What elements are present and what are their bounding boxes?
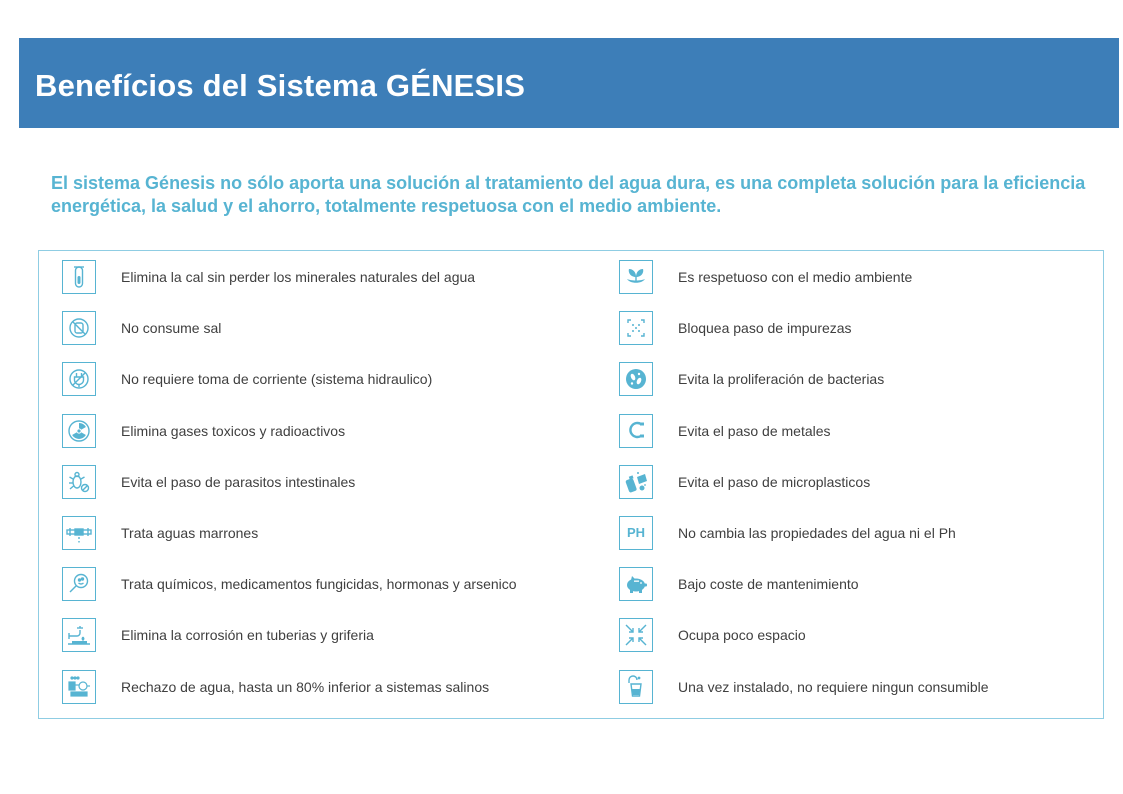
benefit-label: No consume sal <box>121 320 222 337</box>
pipe-icon <box>62 516 96 550</box>
benefit-label: Evita el paso de metales <box>678 422 831 439</box>
benefit-label: Elimina la cal sin perder los minerales naturales del agua <box>121 269 476 285</box>
benefit-label: Bajo coste de mantenimiento <box>678 576 859 593</box>
faucet-icon <box>62 618 96 652</box>
no-salt-icon <box>62 311 96 345</box>
benefit-label: Es respetuoso con el medio ambiente <box>678 269 913 285</box>
water-machine-icon <box>62 670 96 704</box>
benefit-label: No requiere toma de corriente (sistema hidraulico) <box>121 371 433 388</box>
parasite-icon <box>62 465 96 499</box>
cup-icon <box>619 670 653 704</box>
microplastics-icon <box>619 465 653 499</box>
plant-icon <box>619 260 653 294</box>
benefit-label: Trata aguas marrones <box>121 524 259 541</box>
bacteria-icon <box>619 362 653 396</box>
benefit-label: Ocupa poco espacio <box>678 627 806 644</box>
magnifier-icon <box>62 567 96 601</box>
benefit-label: Trata químicos, medicamentos fungicidas, hormonas y arsenico <box>121 576 517 593</box>
benefit-label: Evita el paso de parasitos intestinales <box>121 473 356 490</box>
compact-arrows-icon <box>619 618 653 652</box>
radiation-icon <box>62 414 96 448</box>
benefit-label: Elimina gases toxicos y radioactivos <box>121 422 346 439</box>
benefit-label: No cambia las propiedades del agua ni el Ph <box>678 524 956 541</box>
benefit-label: Rechazo de agua, hasta un 80% inferior a sistemas salinos <box>121 678 490 695</box>
no-plug-icon <box>62 362 96 396</box>
benefit-label: Bloquea paso de impurezas <box>678 320 852 337</box>
magnet-icon <box>619 414 653 448</box>
ph-icon <box>619 516 653 550</box>
intro-text: El sistema Génesis no sólo aporta una solución al tratamiento del agua dura, es una completa solución para la eficiencia energética, la salud y el ahorro, totalmente respetuosa con el medio ambiente. <box>51 173 1086 216</box>
filter-dots-icon <box>619 311 653 345</box>
benefit-label: Evita el paso de microplasticos <box>678 473 871 490</box>
piggy-bank-icon <box>619 567 653 601</box>
page-title: Benefícios del Sistema GÉNESIS <box>35 68 526 103</box>
test-tube-icon <box>62 260 96 294</box>
benefit-label: Elimina la corrosión en tuberias y griferia <box>121 627 374 644</box>
benefits-panel <box>38 250 1104 719</box>
ph-icon-text: PH <box>626 524 646 540</box>
benefit-label: Evita la proliferación de bacterias <box>678 371 885 388</box>
title-banner <box>19 38 1119 128</box>
benefit-label: Una vez instalado, no requiere ningun consumible <box>678 678 989 695</box>
